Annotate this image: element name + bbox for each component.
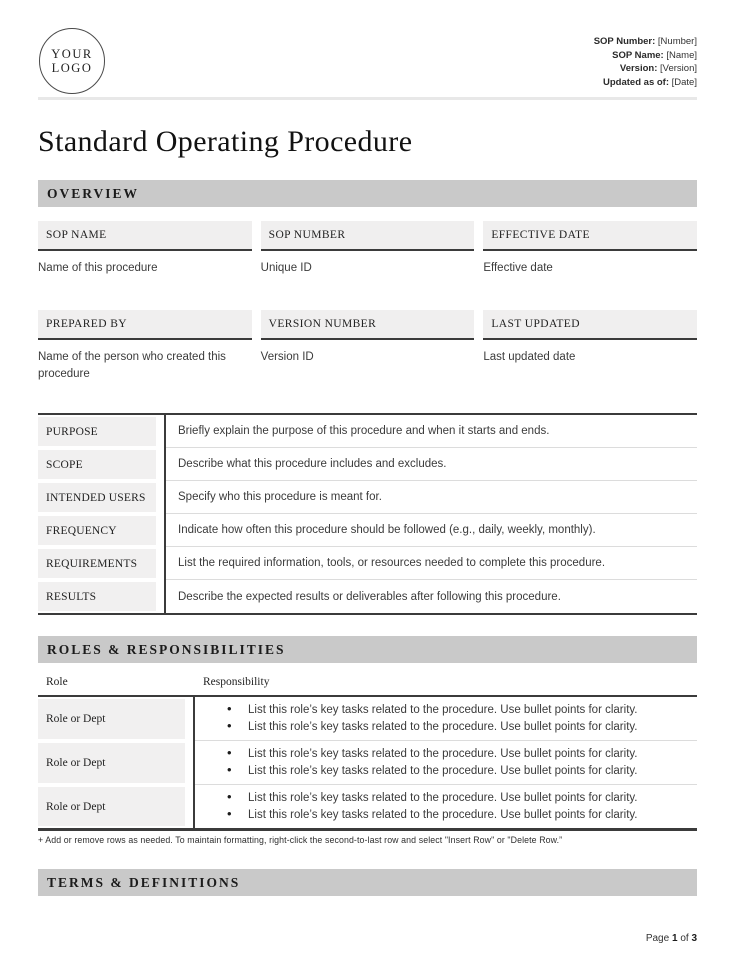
meta-version bbox=[594, 62, 697, 76]
footer-word-of: of bbox=[680, 933, 689, 944]
roles-table bbox=[38, 695, 697, 831]
overview-field-last-updated bbox=[483, 310, 697, 383]
field-label: SOP NAME bbox=[38, 221, 252, 251]
role-cell: Role or Dept bbox=[38, 787, 185, 826]
bullet-item: • List this role’s key tasks related to the procedure. Use bullet points for clarity. bbox=[195, 763, 697, 780]
company-logo bbox=[39, 28, 105, 94]
row-label: SCOPE bbox=[38, 450, 156, 479]
row-label: PURPOSE bbox=[38, 417, 156, 446]
table-row-frequency bbox=[38, 514, 697, 547]
roles-table-row bbox=[38, 741, 697, 785]
row-description: Indicate how often this procedure should be followed (e.g., daily, weekly, monthly). bbox=[164, 514, 697, 547]
logo-text-line1: YOUR bbox=[51, 47, 93, 61]
field-label: PREPARED BY bbox=[38, 310, 252, 340]
meta-sop-number bbox=[594, 35, 697, 49]
details-table bbox=[38, 413, 697, 615]
field-label: VERSION NUMBER bbox=[261, 310, 475, 340]
row-description: Describe the expected results or deliverables after following this procedure. bbox=[178, 590, 561, 603]
column-header-role: Role bbox=[46, 676, 68, 688]
meta-version-value: [Version] bbox=[657, 63, 697, 74]
bullet-item: • List this role’s key tasks related to the procedure. Use bullet points for clarity. bbox=[195, 719, 697, 736]
meta-sop-number-label: SOP Number: bbox=[593, 36, 656, 47]
table-row-intended-users bbox=[38, 481, 697, 514]
footer-total-pages: 3 bbox=[691, 933, 697, 944]
overview-field-version-number bbox=[261, 310, 475, 383]
table-row-requirements bbox=[38, 547, 697, 580]
row-description: Briefly explain the purpose of this procedure and when it starts and ends. bbox=[164, 415, 697, 448]
table-row-results bbox=[38, 580, 697, 613]
responsibility-cell bbox=[195, 785, 697, 828]
row-label: INTENDED USERS bbox=[38, 483, 156, 512]
overview-grid bbox=[38, 221, 697, 383]
meta-version-label: Version: bbox=[619, 63, 658, 74]
page-number-footer bbox=[646, 933, 697, 944]
row-description: Specify who this procedure is meant for. bbox=[164, 481, 697, 514]
sop-meta-block bbox=[594, 35, 697, 89]
table-footnote: + Add or remove rows as needed. To maintain formatting, right-click the second-to-last row and select "Insert Row" or "Delete Row.” bbox=[38, 835, 563, 845]
bullet-list bbox=[195, 702, 697, 735]
bullet-item: • List this role’s key tasks related to the procedure. Use bullet points for clarity. bbox=[195, 807, 697, 824]
field-value: Last updated date bbox=[483, 351, 576, 363]
field-value: Unique ID bbox=[260, 262, 312, 274]
header-divider bbox=[38, 97, 697, 100]
meta-sop-number-value: [Number] bbox=[655, 36, 697, 47]
field-label: SOP NUMBER bbox=[261, 221, 475, 251]
section-header-overview: OVERVIEW bbox=[38, 180, 697, 207]
overview-field-sop-number bbox=[261, 221, 475, 277]
meta-updated-value: [Date] bbox=[669, 76, 697, 88]
roles-table-row bbox=[38, 697, 697, 741]
role-cell: Role or Dept bbox=[38, 743, 185, 783]
field-label: EFFECTIVE DATE bbox=[483, 221, 697, 251]
bullet-list bbox=[195, 790, 697, 823]
document-header bbox=[38, 28, 697, 94]
field-value: Name of the person who created this procedure bbox=[38, 351, 226, 380]
footer-current-page: 1 bbox=[671, 933, 678, 944]
overview-field-sop-name bbox=[38, 221, 252, 277]
section-header-roles: ROLES & RESPONSIBILITIES bbox=[38, 636, 697, 663]
bullet-item: • List this role’s key tasks related to the procedure. Use bullet points for clarity. bbox=[195, 702, 697, 719]
page-title: Standard Operating Procedure bbox=[38, 125, 413, 158]
meta-updated bbox=[594, 76, 697, 90]
section-header-terms: TERMS & DEFINITIONS bbox=[38, 869, 697, 896]
row-description: List the required information, tools, or resources needed to complete this procedure. bbox=[164, 547, 697, 580]
field-value: Name of this procedure bbox=[38, 262, 158, 274]
meta-sop-name bbox=[594, 49, 697, 63]
column-header-responsibility: Responsibility bbox=[203, 676, 270, 688]
responsibility-cell bbox=[195, 741, 697, 785]
field-label: LAST UPDATED bbox=[483, 310, 697, 340]
bullet-list bbox=[195, 746, 697, 779]
table-column-divider bbox=[164, 415, 166, 613]
row-label: FREQUENCY bbox=[38, 516, 156, 545]
meta-sop-name-label: SOP Name: bbox=[612, 49, 664, 61]
responsibility-cell bbox=[195, 697, 697, 741]
row-label: REQUIREMENTS bbox=[38, 549, 156, 578]
role-cell: Role or Dept bbox=[38, 699, 185, 739]
row-label: RESULTS bbox=[38, 582, 156, 611]
footer-word-page: Page bbox=[645, 933, 670, 944]
roles-table-header bbox=[38, 676, 697, 688]
bullet-item: • List this role’s key tasks related to the procedure. Use bullet points for clarity. bbox=[195, 790, 697, 807]
table-row-scope bbox=[38, 448, 697, 481]
bullet-item: • List this role’s key tasks related to the procedure. Use bullet points for clarity. bbox=[195, 746, 697, 763]
meta-sop-name-value: [Name] bbox=[663, 49, 697, 61]
table-row-purpose bbox=[38, 415, 697, 448]
field-value: Effective date bbox=[483, 262, 553, 274]
field-value: Version ID bbox=[260, 351, 314, 363]
meta-updated-label: Updated as of: bbox=[603, 76, 669, 88]
overview-field-effective-date bbox=[483, 221, 697, 277]
roles-table-row bbox=[38, 785, 697, 828]
row-description: Describe what this procedure includes and excludes. bbox=[164, 448, 697, 481]
logo-text-line2: LOGO bbox=[51, 61, 93, 75]
overview-field-prepared-by bbox=[38, 310, 252, 383]
